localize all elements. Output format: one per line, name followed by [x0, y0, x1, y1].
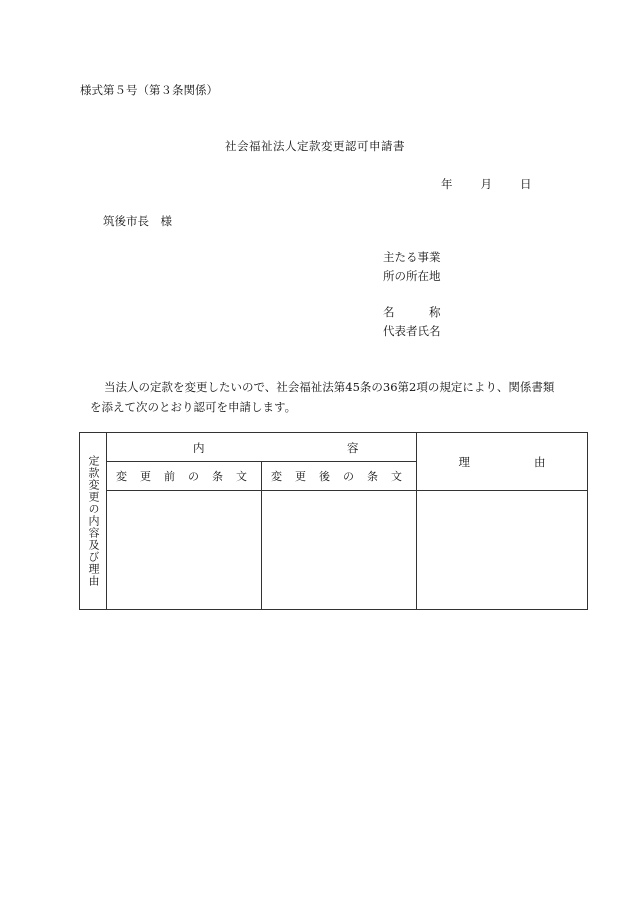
body-line-1: 当法人の定款を変更したいので、社会福祉法第45条の36第2項の規定により、関係書類 — [104, 380, 555, 394]
reason-cell[interactable] — [417, 491, 588, 610]
side-label: 定款変更の内容及び理由 — [87, 455, 100, 587]
addressee: 筑後市長 様 — [103, 214, 172, 228]
representative-label: 代表者氏名 — [383, 324, 441, 338]
content-header — [107, 433, 417, 462]
content-header-2: 容 — [347, 441, 359, 455]
date-year: 年 — [441, 177, 453, 191]
address-label-2: 所の所在地 — [383, 269, 441, 283]
date-day: 日 — [520, 177, 532, 191]
form-number: 様式第５号（第３条関係） — [80, 83, 218, 97]
name-label: 名 称 — [383, 305, 441, 319]
body-line-2: を添えて次のとおり認可を申請します。 — [90, 400, 297, 414]
body-text — [90, 377, 560, 417]
side-label-cell — [80, 433, 107, 610]
amendment-table — [79, 432, 588, 610]
address-label-1: 主たる事業 — [383, 250, 441, 264]
date-line — [441, 176, 532, 192]
content-header-1: 内 — [193, 441, 205, 455]
after-cell[interactable] — [262, 491, 417, 610]
reason-header — [417, 433, 588, 491]
reason-header-1: 理 — [458, 454, 470, 469]
after-header: 変更後の条文 — [262, 462, 417, 491]
before-header: 変更前の条文 — [107, 462, 262, 491]
before-cell[interactable] — [107, 491, 262, 610]
document-title: 社会福祉法人定款変更認可申請書 — [225, 139, 405, 153]
date-month: 月 — [480, 177, 492, 191]
reason-header-2: 由 — [534, 454, 546, 469]
